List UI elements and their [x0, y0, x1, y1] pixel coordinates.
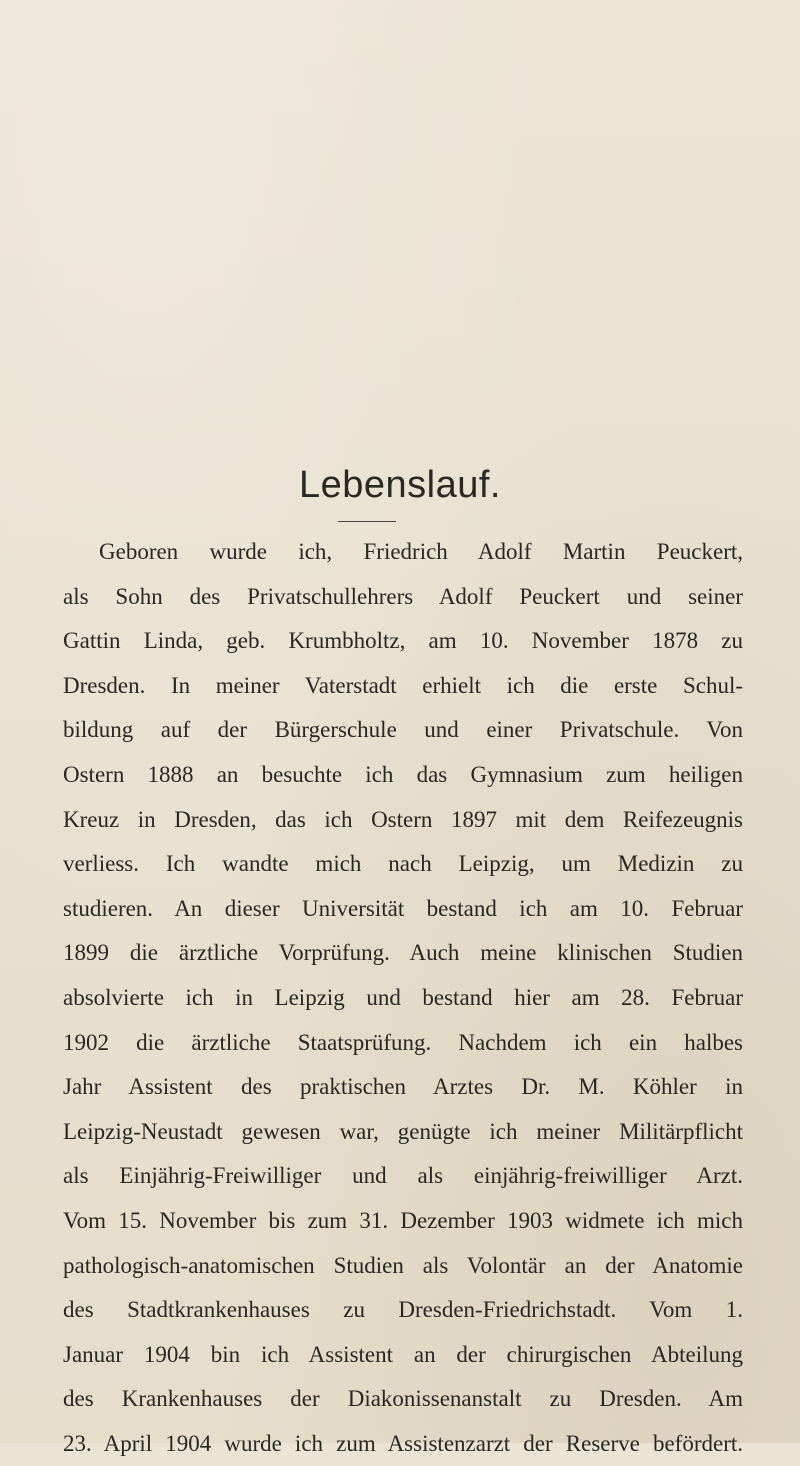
text-line: absolvierte ich in Leipzig und bestand hier am 28. Februar — [63, 984, 743, 1010]
text-line: Januar 1904 bin ich Assistent an der chirurgischen Abteilung — [63, 1341, 743, 1367]
text-line: studieren. An dieser Universität bestand ich am 10. Februar — [63, 895, 743, 921]
text-line: als Sohn des Privatschullehrers Adolf Peuckert und seiner — [63, 583, 743, 609]
text-line: pathologisch-anatomischen Studien als Volontär an der Anatomie — [63, 1252, 743, 1278]
text-line: verliess. Ich wandte mich nach Leipzig, um Medizin zu — [63, 851, 743, 877]
text-line: Ostern 1888 an besuchte ich das Gymnasium zum heiligen — [63, 761, 743, 787]
text-line: 23. April 1904 wurde ich zum Assistenzarzt der Reserve befördert. — [63, 1430, 743, 1456]
text-line: Geboren wurde ich, Friedrich Adolf Martin Peuckert, — [99, 539, 743, 564]
text-line: Kreuz in Dresden, das ich Ostern 1897 mit dem Reifezeugnis — [63, 806, 743, 832]
text-line: Jahr Assistent des praktischen Arztes Dr. M. Köhler in — [63, 1074, 743, 1100]
title-divider — [338, 521, 396, 522]
text-line: Gattin Linda, geb. Krumbholtz, am 10. November 1878 zu — [63, 628, 743, 654]
text-line: des Stadtkrankenhauses zu Dresden-Friedrichstadt. Vom 1. — [63, 1297, 743, 1323]
text-line: 1899 die ärztliche Vorprüfung. Auch meine klinischen Studien — [63, 940, 743, 966]
text-line: bildung auf der Bürgerschule und einer Privatschule. Von — [63, 717, 743, 743]
text-line: des Krankenhauses der Diakonissenanstalt zu Dresden. Am — [63, 1386, 743, 1412]
biography-paragraph — [63, 530, 743, 1466]
text-line: Dresden. In meiner Vaterstadt erhielt ich die erste Schul- — [63, 672, 743, 698]
text-line: Leipzig-Neustadt gewesen war, genügte ich meiner Militärpflicht — [63, 1118, 743, 1144]
text-line: 1902 die ärztliche Staatsprüfung. Nachdem ich ein halbes — [63, 1029, 743, 1055]
text-line: als Einjährig-Freiwilliger und als einjährig-freiwilliger Arzt. — [63, 1163, 743, 1189]
document-title: Lebenslauf. — [299, 464, 501, 506]
text-line: Vom 15. November bis zum 31. Dezember 1903 widmete ich mich — [63, 1207, 743, 1233]
